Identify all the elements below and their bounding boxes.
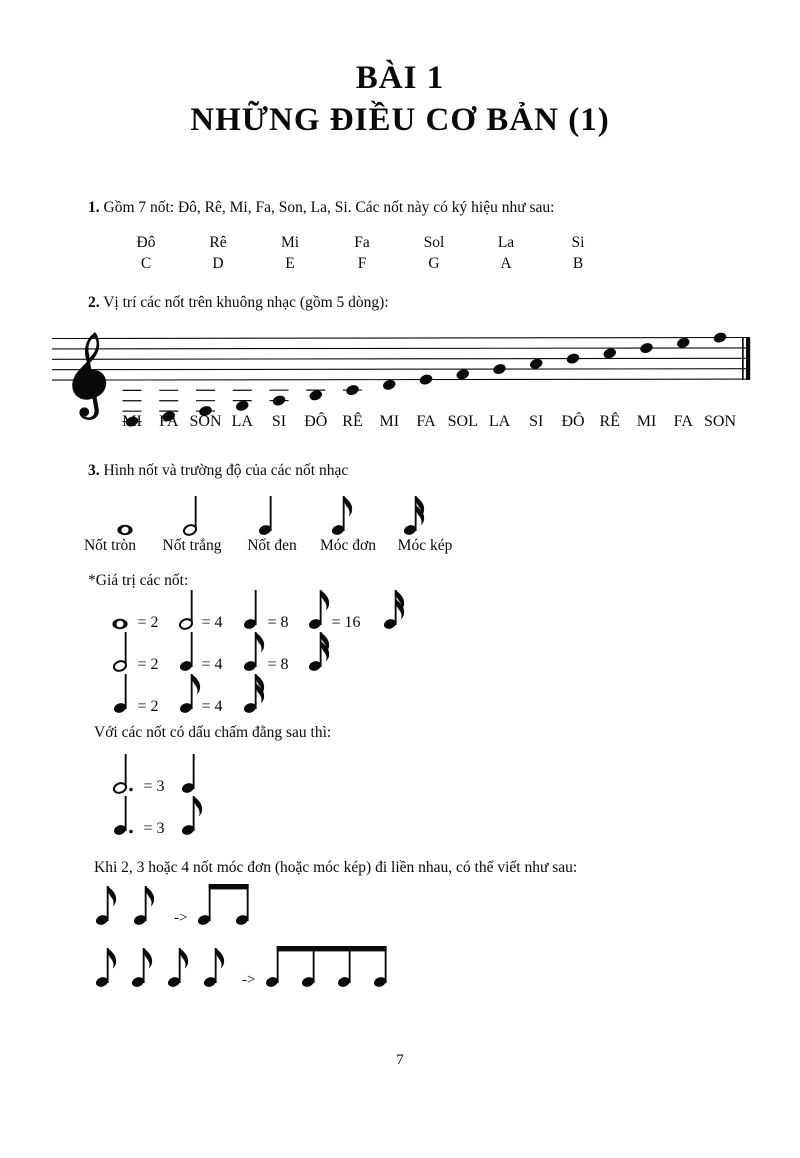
note-stem [125, 796, 127, 831]
beaming-svg-1 [86, 880, 386, 940]
eighth-note-glyph [308, 590, 330, 630]
note-stem [385, 946, 387, 983]
letter-c: C [140, 255, 152, 272]
note-flag [194, 796, 203, 817]
notehead-hollow [183, 524, 198, 537]
letter-g: G [428, 255, 440, 272]
notehead-filled [345, 383, 360, 396]
double-barline [742, 338, 750, 380]
half-note-glyph [183, 496, 198, 536]
dotted-equation-svg-1 [100, 752, 400, 798]
section-2-text: Vị trí các nốt trên khuông nhạc (gồm 5 dòng): [103, 294, 389, 311]
notehead-filled [529, 357, 544, 370]
arrow-label: -> [174, 910, 188, 926]
equation-number: = 16 [331, 614, 361, 631]
dotted-equation-svg-2 [100, 794, 400, 840]
note-flag [180, 948, 189, 969]
note-values-title: *Giá trị các nốt: [88, 572, 189, 589]
half-note-glyph [113, 632, 128, 672]
dotted-quarter-note-glyph [113, 796, 133, 836]
notehead-filled [418, 373, 433, 386]
solfege-sol: Sol [423, 234, 445, 251]
staff-note-label: SON [189, 413, 222, 430]
staff-note-label: FA [673, 413, 693, 430]
note-stem [125, 674, 127, 709]
note-name-table [110, 232, 614, 274]
value-equation-row-2 [100, 630, 480, 676]
augmentation-dot [129, 788, 133, 792]
quarter-note-glyph [243, 590, 258, 630]
value-equation-row-3 [100, 672, 480, 718]
quarter-note-glyph [181, 754, 196, 794]
section-2-index: 2. [88, 294, 100, 311]
staff-note-label: LA [231, 413, 253, 430]
note-stem [193, 754, 195, 789]
section-1-text: Gồm 7 nốt: Đô, Rê, Mi, Fa, Son, La, Si. Các nốt này có ký hiệu như sau: [103, 199, 555, 216]
notehead-hollow [113, 782, 128, 795]
notehead-filled [565, 352, 580, 365]
beaming-title: Khi 2, 3 hoặc 4 nốt móc đơn (hoặc móc kép) đi liền nhau, có thể viết như sau: [94, 859, 578, 876]
section-3-text: Hình nốt và trường độ của các nốt nhạc [103, 462, 349, 479]
staff-note-label: SOL [447, 413, 478, 430]
staff-note-label: ĐÔ [304, 413, 328, 430]
note-shape-label: Móc kép [397, 537, 453, 554]
equation-number: = 4 [201, 698, 223, 715]
eighth-note-glyph [167, 948, 189, 988]
title-lesson-number: BÀI 1 [355, 60, 445, 96]
equation-number: = 3 [143, 778, 165, 795]
whole-note-glyph [117, 525, 132, 535]
staff-line [52, 358, 750, 359]
solfege-si: Si [571, 234, 585, 251]
letter-a: A [500, 255, 512, 272]
staff-line [52, 338, 750, 339]
section-2-paragraph [88, 293, 389, 313]
equation-number: = 4 [201, 656, 223, 673]
section-3-index: 3. [88, 462, 100, 479]
staff-note-label: RÊ [599, 413, 620, 430]
staff-note-label: FA [416, 413, 436, 430]
whole-note-glyph [112, 619, 127, 629]
note-flag [192, 674, 201, 695]
note-shape-label: Nốt trắng [162, 537, 222, 554]
note-stem [313, 946, 315, 983]
letter-f: F [357, 255, 367, 272]
note-flag [146, 886, 155, 907]
note-stem [349, 946, 351, 983]
note-shape-label: Nốt tròn [83, 537, 137, 554]
solfege-do: Đô [136, 234, 156, 251]
staff-line [52, 369, 750, 370]
page-number: 7 [396, 1052, 404, 1068]
staff-note-label: FA [159, 413, 179, 430]
quarter-note-glyph [258, 496, 273, 536]
note-flag [144, 948, 153, 969]
value-equation-svg-1 [100, 588, 480, 634]
staff-note-label: MI [122, 413, 142, 430]
value-equation-svg-3 [100, 672, 480, 718]
notehead-filled [712, 331, 727, 344]
beaming-figure-2 [86, 940, 406, 1002]
note-shape-labels [80, 536, 500, 558]
equation-number: = 8 [267, 656, 289, 673]
equation-number: = 4 [201, 614, 223, 631]
notehead-hollow [113, 660, 128, 673]
note-stem [247, 884, 249, 921]
staff-note-label: LA [488, 413, 511, 430]
sixteenth-note-glyph [308, 632, 330, 672]
half-note-glyph [179, 590, 194, 630]
note-stem [191, 632, 193, 667]
note-shape-label: Nốt đen [247, 537, 297, 554]
notehead-filled [271, 394, 286, 407]
solfege-mi: Mi [280, 234, 300, 251]
beaming-figure-1 [86, 880, 386, 940]
note-flag [108, 886, 117, 907]
staff-note-label: SON [703, 413, 737, 430]
staff-line [52, 379, 750, 380]
sixteenth-note-glyph [383, 590, 405, 630]
solfege-re: Rê [209, 234, 227, 251]
solfege-fa: Fa [354, 234, 370, 251]
sixteenth-note-glyph [243, 674, 265, 714]
title-lesson-name: NHỮNG ĐIỀU CƠ BẢN (1) [190, 102, 610, 138]
beam-bar [277, 946, 387, 951]
eighth-note-glyph [203, 948, 225, 988]
notehead-hollow [179, 618, 194, 631]
note-shape-label: Móc đơn [320, 537, 376, 554]
notehead-filled [382, 378, 397, 391]
dotted-half-note-glyph [113, 754, 133, 794]
note-stem [270, 496, 272, 531]
whole-note-glyph [112, 619, 127, 629]
notehead-filled [676, 336, 691, 349]
notehead-filled [492, 362, 507, 375]
quarter-note-glyph [113, 674, 128, 714]
dotted-equation-row-1 [100, 752, 400, 798]
staff-note-label: SI [529, 413, 544, 430]
whole-note-glyph [117, 525, 132, 535]
value-equation-row-1 [100, 588, 480, 634]
equation-number: = 3 [143, 820, 165, 837]
note-stem [255, 590, 257, 625]
solfege-la: La [497, 234, 515, 251]
eighth-note-glyph [131, 948, 153, 988]
letter-e: E [285, 255, 295, 272]
dotted-notes-title: Với các nốt có dấu chấm đằng sau thì: [94, 724, 332, 741]
notehead-filled [639, 341, 654, 354]
note-stem [277, 946, 279, 983]
letter-b: B [572, 255, 584, 272]
equation-number: = 2 [137, 698, 159, 715]
table-row-letters [110, 253, 614, 274]
eighth-note-glyph [179, 674, 201, 714]
section-1-index: 1. [88, 199, 100, 216]
beam-bar [209, 884, 249, 889]
section-3-paragraph [88, 461, 348, 481]
staff-note-label: SI [271, 413, 287, 430]
augmentation-dot [129, 830, 133, 834]
table-row-solfege [110, 232, 614, 253]
page-title [0, 58, 800, 142]
treble-clef-icon [72, 332, 106, 420]
note-flag [256, 632, 265, 653]
note-flag [216, 948, 225, 969]
beaming-svg-2 [86, 940, 406, 1002]
note-flag [108, 948, 117, 969]
section-1-paragraph [88, 198, 554, 218]
notehead-filled [455, 368, 470, 381]
sixteenth-note-glyph [403, 496, 425, 536]
letter-d: D [212, 255, 224, 272]
staff-note-labels [40, 412, 760, 436]
equation-number: = 2 [137, 656, 159, 673]
staff-note-label: MI [636, 413, 657, 430]
note-flag [321, 590, 330, 611]
quarter-note-glyph [179, 632, 194, 672]
equation-number: = 2 [137, 614, 159, 631]
value-equation-svg-2 [100, 630, 480, 676]
eighth-note-glyph [95, 948, 117, 988]
dotted-equation-row-2 [100, 794, 400, 840]
notehead-filled [602, 347, 617, 360]
staff-note-label: ĐÔ [561, 413, 585, 430]
note-stem [209, 884, 211, 921]
staff-note-label: RÊ [342, 413, 363, 430]
eighth-note-glyph [181, 796, 203, 836]
eighth-note-glyph [243, 632, 265, 672]
equation-number: = 8 [267, 614, 289, 631]
note-flag [344, 496, 353, 517]
eighth-note-glyph [133, 886, 155, 926]
arrow-label: -> [242, 972, 256, 988]
eighth-note-glyph [331, 496, 353, 536]
eighth-note-glyph [95, 886, 117, 926]
staff-note-label: MI [379, 413, 400, 430]
